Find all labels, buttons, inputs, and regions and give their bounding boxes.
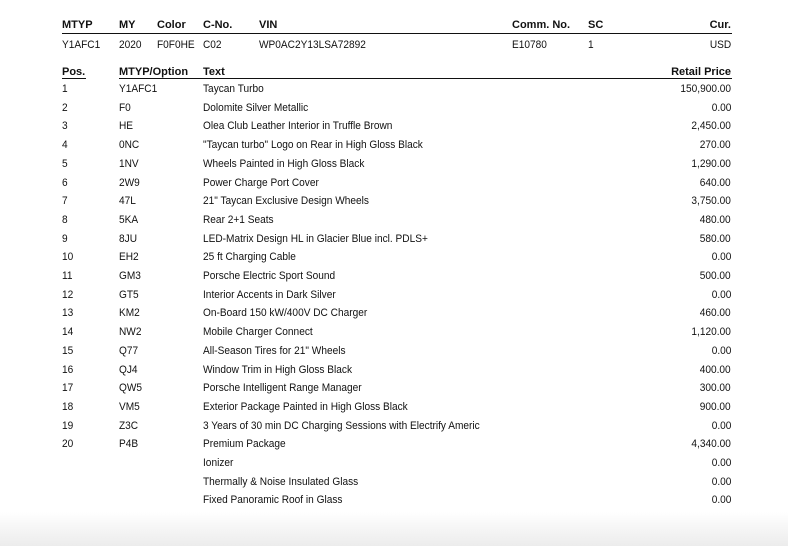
header-rule bbox=[62, 33, 732, 34]
row-retail-price: 900.00 bbox=[700, 400, 731, 413]
row-description: "Taycan turbo" Logo on Rear in High Gloss Black bbox=[203, 139, 423, 152]
row-position: 12 bbox=[62, 288, 74, 301]
table-row bbox=[0, 401, 788, 419]
row-position: 11 bbox=[62, 270, 73, 282]
row-description: Wheels Painted in High Gloss Black bbox=[203, 157, 365, 170]
table-row bbox=[0, 457, 788, 475]
table-row bbox=[0, 139, 788, 157]
cno-column-header: C-No. bbox=[203, 19, 233, 31]
table-row bbox=[0, 494, 788, 512]
row-position: 15 bbox=[62, 344, 74, 357]
row-description: Exterior Package Painted in High Gloss Black bbox=[203, 400, 408, 413]
table-row bbox=[0, 364, 788, 382]
row-description: Interior Accents in Dark Silver bbox=[203, 288, 336, 301]
options-header-rule bbox=[119, 78, 732, 79]
row-option-code: Z3C bbox=[119, 419, 139, 432]
row-retail-price: 500.00 bbox=[700, 270, 731, 282]
row-option-code: 8JU bbox=[119, 232, 137, 245]
bottom-shadow bbox=[0, 512, 788, 546]
row-option-code: EH2 bbox=[119, 251, 139, 264]
comm-no-value: E10780 bbox=[512, 39, 547, 51]
row-option-code: 5KA bbox=[119, 213, 139, 226]
row-position: 18 bbox=[62, 400, 74, 413]
row-position: 3 bbox=[62, 120, 68, 133]
row-option-code: QJ4 bbox=[119, 363, 138, 376]
row-retail-price: 640.00 bbox=[700, 176, 731, 189]
row-option-code: NW2 bbox=[119, 326, 142, 339]
table-row bbox=[0, 214, 788, 232]
vin-value: WP0AC2Y13LSA72892 bbox=[259, 39, 366, 51]
row-position: 10 bbox=[62, 251, 74, 264]
row-description: Power Charge Port Cover bbox=[203, 176, 319, 189]
row-retail-price: 3,750.00 bbox=[691, 195, 731, 208]
row-retail-price: 0.00 bbox=[711, 344, 731, 357]
mtyp-column-header: MTYP bbox=[62, 19, 93, 31]
row-retail-price: 460.00 bbox=[700, 307, 731, 320]
row-description: Rear 2+1 Seats bbox=[203, 213, 274, 226]
pos-column-header: Pos. bbox=[62, 66, 86, 78]
row-retail-price: 0.00 bbox=[711, 475, 731, 488]
row-position: 7 bbox=[62, 195, 68, 208]
cno-value: C02 bbox=[203, 39, 222, 51]
row-position: 14 bbox=[62, 326, 74, 339]
table-row bbox=[0, 289, 788, 307]
row-option-code: 2W9 bbox=[119, 176, 140, 189]
table-row bbox=[0, 345, 788, 363]
row-description: 25 ft Charging Cable bbox=[203, 251, 296, 264]
row-position: 5 bbox=[62, 157, 68, 170]
row-position: 16 bbox=[62, 363, 74, 376]
row-retail-price: 480.00 bbox=[700, 213, 731, 226]
row-description: 21" Taycan Exclusive Design Wheels bbox=[203, 195, 369, 208]
row-option-code: QW5 bbox=[119, 382, 143, 395]
row-description: Fixed Panoramic Roof in Glass bbox=[203, 494, 343, 507]
row-option-code: 1NV bbox=[119, 157, 139, 170]
table-row bbox=[0, 476, 788, 494]
row-description: Porsche Intelligent Range Manager bbox=[203, 382, 362, 395]
row-option-code: 0NC bbox=[119, 139, 140, 152]
row-retail-price: 0.00 bbox=[711, 101, 731, 114]
pos-header-rule bbox=[62, 78, 86, 79]
currency-value: USD bbox=[709, 39, 731, 51]
row-description: 3 Years of 30 min DC Charging Sessions with Electrify Americ bbox=[203, 419, 480, 432]
row-position: 13 bbox=[62, 307, 74, 320]
row-position: 2 bbox=[62, 101, 68, 114]
table-row bbox=[0, 83, 788, 101]
row-description: Premium Package bbox=[203, 438, 286, 451]
row-retail-price: 1,290.00 bbox=[691, 157, 731, 170]
row-retail-price: 300.00 bbox=[700, 382, 731, 395]
row-retail-price: 150,900.00 bbox=[680, 83, 731, 95]
row-description: Taycan Turbo bbox=[203, 83, 264, 95]
row-retail-price: 2,450.00 bbox=[691, 120, 731, 133]
row-option-code: F0 bbox=[119, 101, 131, 114]
model-year-value: 2020 bbox=[119, 39, 142, 51]
vin-column-header: VIN bbox=[259, 19, 278, 31]
row-position: 4 bbox=[62, 139, 68, 152]
row-retail-price: 0.00 bbox=[711, 251, 731, 264]
row-position: 9 bbox=[62, 232, 68, 245]
table-row bbox=[0, 382, 788, 400]
row-description: Dolomite Silver Metallic bbox=[203, 101, 309, 114]
table-row bbox=[0, 438, 788, 456]
row-description: Porsche Electric Sport Sound bbox=[203, 270, 336, 282]
retail-price-column-header: Retail Price bbox=[671, 66, 731, 78]
row-description: Ionizer bbox=[203, 457, 234, 469]
row-position: 1 bbox=[62, 83, 68, 95]
row-retail-price: 580.00 bbox=[700, 232, 731, 245]
row-description: Mobile Charger Connect bbox=[203, 326, 313, 339]
row-description: Olea Club Leather Interior in Truffle Brown bbox=[203, 120, 393, 133]
row-option-code: GT5 bbox=[119, 288, 139, 301]
row-position: 20 bbox=[62, 438, 74, 451]
row-option-code: GM3 bbox=[119, 270, 141, 282]
row-retail-price: 0.00 bbox=[711, 288, 731, 301]
table-row bbox=[0, 251, 788, 269]
table-row bbox=[0, 158, 788, 176]
row-description: On-Board 150 kW/400V DC Charger bbox=[203, 307, 368, 320]
option-code-column-header: MTYP/Option bbox=[119, 66, 189, 78]
row-position: 19 bbox=[62, 419, 74, 432]
table-row bbox=[0, 270, 788, 288]
sc-value: 1 bbox=[588, 39, 594, 51]
currency-column-header: Cur. bbox=[709, 19, 731, 31]
row-position: 8 bbox=[62, 213, 68, 226]
table-row bbox=[0, 326, 788, 344]
row-retail-price: 270.00 bbox=[700, 139, 731, 152]
my-column-header: MY bbox=[119, 19, 136, 31]
mtyp-value: Y1AFC1 bbox=[62, 39, 101, 51]
row-retail-price: 1,120.00 bbox=[691, 326, 731, 339]
table-row bbox=[0, 195, 788, 213]
row-option-code: Q77 bbox=[119, 344, 139, 357]
row-retail-price: 4,340.00 bbox=[691, 438, 731, 451]
text-column-header: Text bbox=[203, 66, 225, 78]
row-option-code: VM5 bbox=[119, 400, 140, 413]
row-description: Window Trim in High Gloss Black bbox=[203, 363, 353, 376]
row-option-code: HE bbox=[119, 120, 134, 133]
row-description: Thermally & Noise Insulated Glass bbox=[203, 475, 359, 488]
row-description: LED-Matrix Design HL in Glacier Blue incl. PDLS+ bbox=[203, 232, 428, 245]
row-position: 6 bbox=[62, 176, 68, 189]
row-description: All-Season Tires for 21" Wheels bbox=[203, 344, 346, 357]
table-row bbox=[0, 233, 788, 251]
row-retail-price: 0.00 bbox=[711, 419, 731, 432]
row-retail-price: 400.00 bbox=[700, 363, 731, 376]
color-value: F0F0HE bbox=[157, 39, 195, 51]
table-row bbox=[0, 120, 788, 138]
row-option-code: P4B bbox=[119, 438, 139, 451]
row-option-code: KM2 bbox=[119, 307, 140, 320]
row-retail-price: 0.00 bbox=[711, 457, 731, 469]
comm-no-column-header: Comm. No. bbox=[512, 19, 571, 31]
sc-column-header: SC bbox=[588, 19, 604, 31]
table-row bbox=[0, 420, 788, 438]
color-column-header: Color bbox=[157, 19, 186, 31]
row-option-code: 47L bbox=[119, 195, 136, 208]
row-option-code: Y1AFC1 bbox=[119, 83, 158, 95]
row-retail-price: 0.00 bbox=[711, 494, 731, 507]
table-row bbox=[0, 307, 788, 325]
table-row bbox=[0, 102, 788, 120]
row-position: 17 bbox=[62, 382, 74, 395]
table-row bbox=[0, 177, 788, 195]
